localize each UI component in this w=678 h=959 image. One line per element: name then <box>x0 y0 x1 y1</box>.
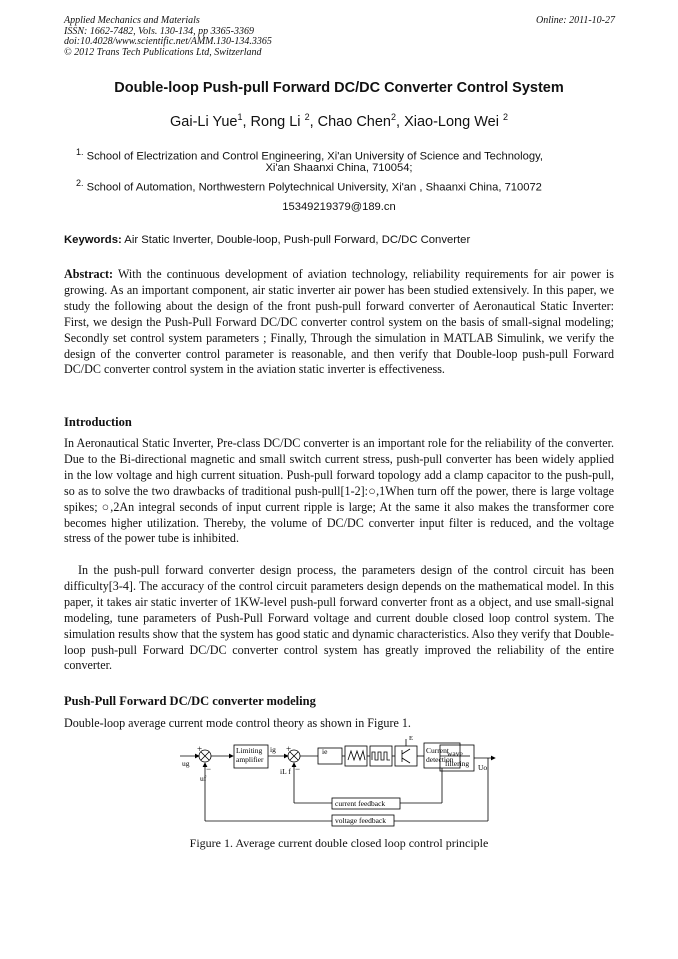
affiliation-mark: 2. <box>76 178 84 188</box>
author-name: Gai-Li Yue <box>170 113 238 130</box>
author-sup: 2 <box>304 112 310 122</box>
introduction-heading: Introduction <box>64 415 132 429</box>
abstract-label: Abstract: <box>64 267 114 281</box>
author-sup: 1 <box>237 112 243 122</box>
section-text: Double-loop average current mode control theory as shown in Figure 1. <box>64 716 411 730</box>
author-name: Xiao-Long Wei <box>404 113 503 130</box>
current-detection-label-1: Current <box>426 746 449 755</box>
issn: ISSN: 1662-7482, Vols. 130-134, pp 3365-3369 <box>64 25 254 37</box>
ig-label: ig <box>270 745 276 754</box>
uf-label: uf <box>200 774 207 783</box>
wave-filtering-label-2: filtering <box>445 759 470 768</box>
limiting-label-2: amplifier <box>236 755 264 764</box>
email: 15349219379@189.cn <box>282 201 396 213</box>
affiliation-text: School of Electrization and Control Engineering, Xi'an University of Science and Technology, <box>86 150 543 163</box>
voltage-feedback-label: voltage feedback <box>335 816 387 825</box>
authors: Gai-Li Yue$^1$, Rong Li $^2$, Chao Chen$^2$, Xiao-Long Wei $^2$ <box>170 112 508 130</box>
keywords-label: Keywords: <box>64 234 122 246</box>
author-name: Chao Chen <box>317 113 391 130</box>
abstract <box>64 267 614 378</box>
wave-filtering-label-1: wave <box>447 749 463 758</box>
copyright: © 2012 Trans Tech Publications Ltd, Switzerland <box>64 46 262 58</box>
current-feedback-label: current feedback <box>335 799 386 808</box>
e-label: E <box>409 735 413 742</box>
limiting-label-1: Limiting <box>236 746 263 755</box>
affiliation-text: School of Automation, Northwestern Polytechnical University, Xi'an , Shaanxi China, 710072 <box>86 181 542 194</box>
figure-caption: Figure 1. Average current double closed loop control principle <box>189 836 489 850</box>
ie-label: ie <box>322 747 328 756</box>
intro-paragraph-2: In the push-pull forward converter design process, the parameters design of the control circuit has been difficulty[3-4]. The accuracy of the control circuit parameters design depends on the mathematical model. In this paper, it takes air static inverter of 1KW-level push-pull forward converter front as a object, and use small-signal modeling, tune parameters of Push-Pull Forward voltage and current double closed loop control system. The simulation results show that the system has good static and dynamic characteristics. Also they verify that Double-loop push-pull Forward DC/DC converter control system has greatly improved the reliability of the entire converter. <box>64 563 614 673</box>
author-name: Rong Li <box>250 113 305 130</box>
plus-sign-1: + <box>197 744 203 754</box>
uo-label: Uo <box>478 763 488 772</box>
abstract-text: With the continuous development of aviation technology, reliability requirements for air power is growing. As an important component, air static inverter air power has been studied extensively. In this paper, we study the following about the design of the front push-pull forward converter of Aeronautical Static Inverter: First, we design the Push-Pull Forward DC/DC converter control system on the basis of small-signal modeling; Secondly set control system parameters ; Finally, Through the simulation in MATLAB Simulink, we verify the design of the converter control parameter is reasonable, and then verify that Double-loop push-pull Forward DC/DC converter control system in the aviation static inverter is effectiveness. <box>64 267 615 377</box>
doi: doi:10.4028/www.scientific.net/AMM.130-134.3365 <box>64 36 272 47</box>
paper-title: Double-loop Push-pull Forward DC/DC Converter Control System <box>114 80 564 96</box>
minus-sign-2: − <box>295 764 301 774</box>
section-heading: Push-Pull Forward DC/DC converter modeling <box>64 694 316 708</box>
keywords <box>64 234 470 246</box>
affiliation-mark: 1. <box>76 147 84 157</box>
current-detection-label-2: detection <box>426 755 454 764</box>
control-diagram-output <box>170 732 510 827</box>
journal-name: Applied Mechanics and Materials <box>64 15 200 26</box>
minus-sign-1: − <box>206 764 212 774</box>
plus-sign-2: + <box>286 744 292 754</box>
ug-label: ug <box>182 759 190 768</box>
author-sup: 2 <box>502 112 508 122</box>
ilf-label: iL f <box>280 767 291 776</box>
affiliation-2 <box>76 176 542 196</box>
intro-paragraph-1: In Aeronautical Static Inverter, Pre-class DC/DC converter is an important role for the reliability of the converter. Due to the Bi-directional magnetic and small switch current stress, push-pull converter has been widely applied in the low voltage and high current situation. Push-pull forward topology add a clamp capacitor to the push-pull, so as to solve the two drawbacks of traditional push-pull[1-2]:○,1When turn off the power, there is large voltage spikes; ○,2An integral seconds of input current ripple is large; At the same it also makes the transformer core becomes higher utilization. Thereby, the volume of DC/DC converter input filter is reduced, and the voltage stress of the power tube is inhibited. <box>64 436 614 546</box>
keywords-text: Air Static Inverter, Double-loop, Push-pull Forward, DC/DC Converter <box>124 234 471 246</box>
author-sup: 2 <box>391 112 397 122</box>
affiliation-1b: Xi'an Shaanxi China, 710054; <box>265 162 413 174</box>
journal-header <box>64 16 272 58</box>
online-date: Online: 2011-10-27 <box>536 15 615 26</box>
